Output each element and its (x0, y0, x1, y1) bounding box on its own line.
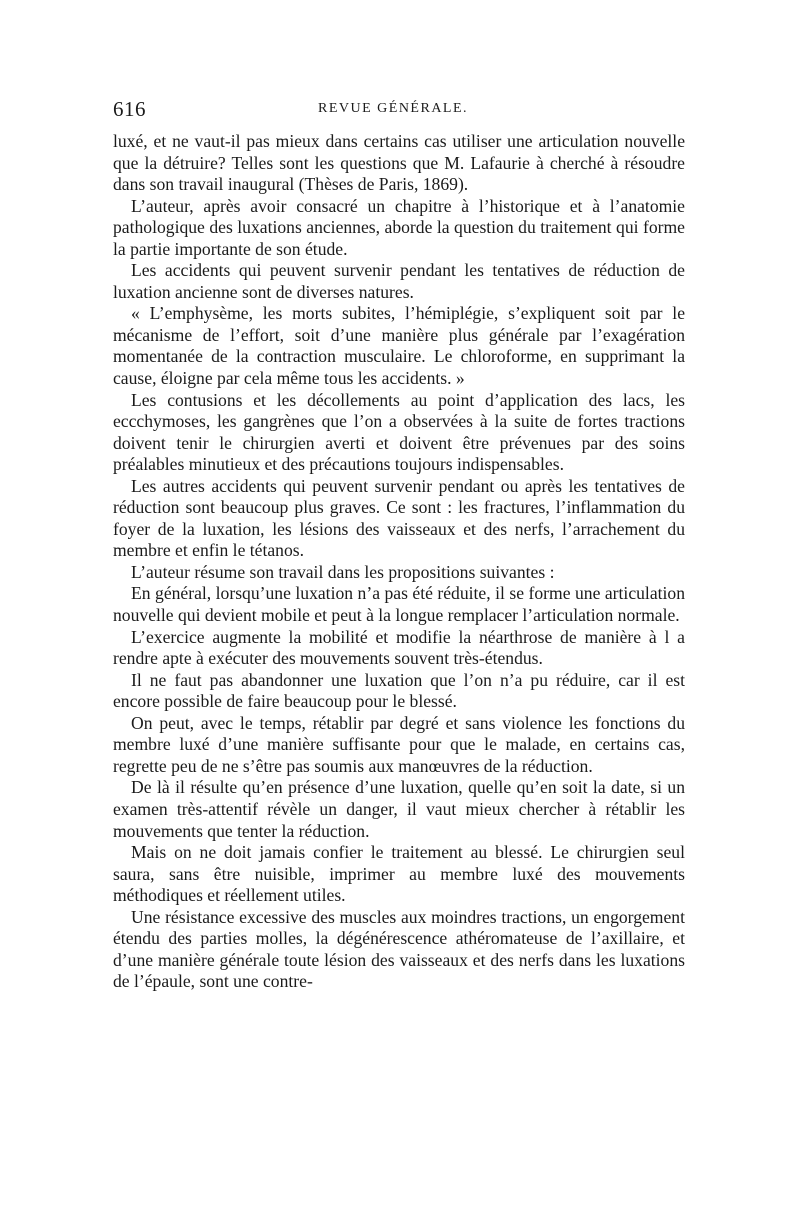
paragraph: En général, lorsqu’une luxation n’a pas été réduite, il se forme une articulation nouvelle qui devient mobile et peut à la longue remplacer l’articulation normale. (113, 583, 685, 626)
paragraph: Une résistance excessive des muscles aux moindres tractions, un engorgement étendu des parties molles, la dégénérescence athéromateuse de l’axillaire, et d’une manière générale toute lésion des vaisseaux et des nerfs dans les luxations de l’épaule, sont une contre- (113, 906, 685, 992)
paragraph: De là il résulte qu’en présence d’une luxation, quelle qu’en soit la date, si un examen très-attentif révèle un danger, il vaut mieux chercher à rétablir les mouvements que tenter la réduction. (113, 777, 685, 841)
paragraph: « L’emphysème, les morts subites, l’hémiplégie, s’expliquent soit par le mécanisme de l’effort, soit d’une manière plus générale par l’exagération momentanée de la contraction musculaire. Le chloroforme, en supprimant la cause, éloigne par cela même tous les accidents. » (113, 303, 685, 389)
page-header (113, 97, 685, 125)
paragraph: Il ne faut pas abandonner une luxation que l’on n’a pu réduire, car il est encore possible de faire beaucoup pour le blessé. (113, 669, 685, 712)
paragraph: L’auteur, après avoir consacré un chapitre à l’historique et à l’anatomie pathologique des luxations anciennes, aborde la question du traitement qui forme la partie importante de son étude. (113, 195, 685, 259)
paragraph: Les contusions et les décollements au point d’application des lacs, les eccchymoses, les gangrènes que l’on a observées à la suite de fortes tractions doivent tenir le chirurgien averti et doivent être prévenues par des soins préalables minutieux et des précautions toujours indispensables. (113, 389, 685, 475)
paragraph: L’exercice augmente la mobilité et modifie la néarthrose de manière à l a rendre apte à exécuter des mouvements souvent très-étendus. (113, 626, 685, 669)
paragraph: Les autres accidents qui peuvent survenir pendant ou après les tentatives de réduction sont beaucoup plus graves. Ce sont : les fractures, l’inflammation du foyer de la luxation, les lésions des vaisseaux et des nerfs, l’arrachement du membre et enfin le tétanos. (113, 475, 685, 561)
paragraph: Les accidents qui peuvent survenir pendant les tentatives de réduction de luxation ancienne sont de diverses natures. (113, 260, 685, 302)
running-head: REVUE GÉNÉRALE. (318, 101, 469, 116)
paragraph: L’auteur résume son travail dans les propositions suivantes : (131, 561, 555, 582)
paragraph: Mais on ne doit jamais confier le traitement au blessé. Le chirurgien seul saura, sans être nuisible, imprimer au membre luxé des mouvements méthodiques et réellement utiles. (113, 842, 685, 906)
page-number: 616 (113, 97, 146, 121)
paragraph: On peut, avec le temps, rétablir par degré et sans violence les fonctions du membre luxé d’une manière suffisante pour que le malade, en certains cas, regrette peu de ne s’être pas soumis aux manœuvres de la réduction. (113, 712, 685, 776)
body-text (113, 131, 685, 993)
paragraph: luxé, et ne vaut-il pas mieux dans certains cas utiliser une articulation nouvelle que la détruire? Telles sont les questions que M. Lafaurie à cherché à résoudre dans son travail inaugural (Thèses de Paris, 1869). (113, 131, 685, 195)
